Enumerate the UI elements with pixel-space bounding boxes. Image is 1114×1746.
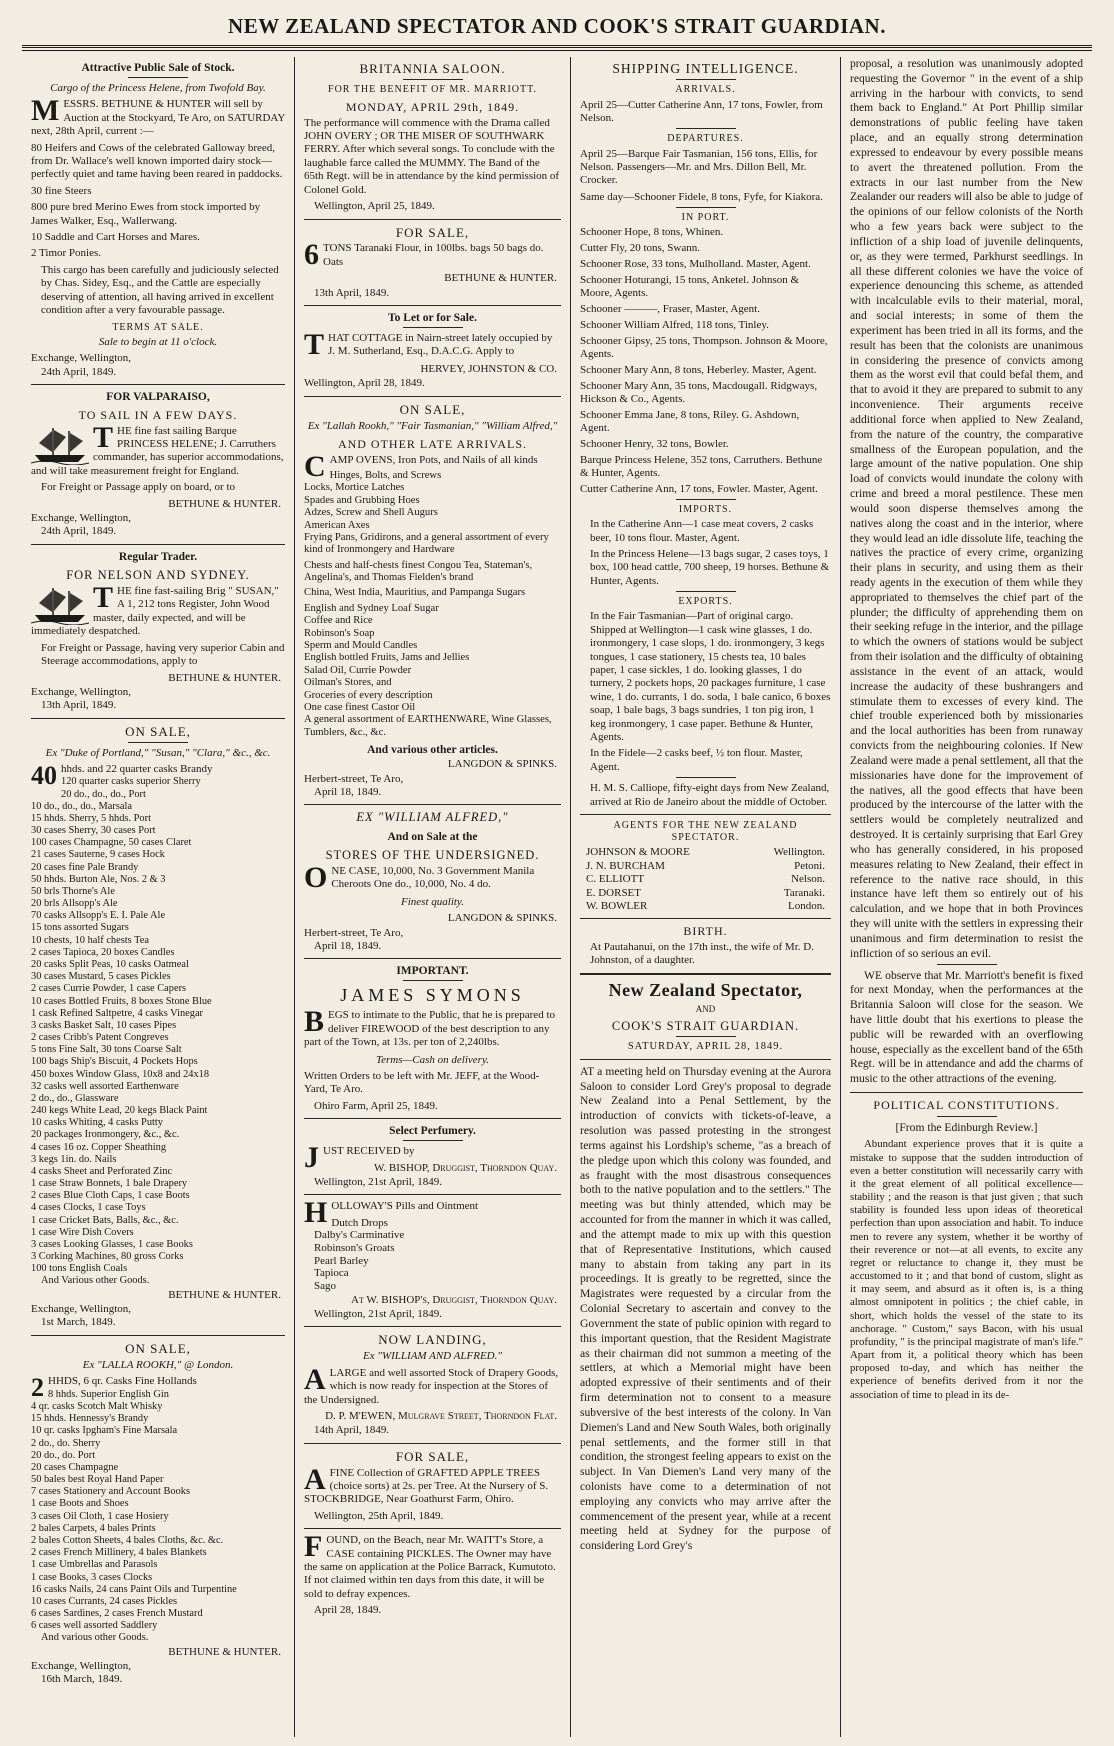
ad-signature: LANGDON & SPINKS. — [447, 758, 557, 771]
agent-row: W. BOWLER London. — [586, 900, 825, 912]
ad-place: Wellington, April 25, 1849. — [314, 200, 435, 213]
ad-on-sale-2-items — [31, 1389, 285, 1645]
list-item: American Axes — [304, 519, 370, 531]
list-item: 100 bags Ship's Biscuit, 4 Pockets Hops — [31, 1056, 198, 1068]
ad-regular-trader-heading: Regular Trader. — [118, 550, 198, 563]
arrivals-heading: ARRIVALS. — [675, 84, 736, 96]
list-item: 50 hhds. Burton Ale, Nos. 2 & 3 — [31, 873, 166, 885]
ad-place: Herbert-street, Te Aro, — [304, 926, 404, 939]
dropcap-t: T — [93, 420, 114, 454]
list-item: 15 hhds. Sherry, 5 hhds. Port — [31, 812, 151, 824]
ad-britannia-date: MONDAY, APRIL 29th, 1849. — [345, 100, 520, 115]
ad-holloway-items — [304, 1217, 561, 1293]
list-item: hhds. and 22 quarter casks Brandy — [61, 763, 213, 775]
list-item: 450 boxes Window Glass, 10x8 and 24x18 — [31, 1068, 210, 1080]
paper-title-and: AND — [695, 1003, 716, 1014]
list-item: 3 cases Oil Cloth, 1 case Hosiery — [31, 1510, 169, 1522]
marriott-notice: WE observe that Mr. Marriott's benefit is fixed for next Monday, when the performances at the Britannia Saloon will close for the season. We have little doubt that his exertions to please the public will be rewarded with an overflowing house, especially as the excellent band of the 65th Regt. will be in attendance and add the charms of music to the other attractions of the evening. — [850, 968, 1083, 1086]
ad-signature: D. P. M'EWEN, Mulgrave Street, Thorndon Flat. — [325, 1409, 557, 1422]
list-item: 2 Timor Ponies. — [31, 247, 101, 260]
list-item: 7 cases Stationery and Account Books — [31, 1486, 191, 1498]
paper-title: New Zealand Spectator, — [608, 979, 803, 1000]
editorial-text: AT a meeting held on Thursday evening at the Aurora Saloon to consider Lord Grey's proposal to degrade New Zealand into a Penal Settlement, by the introduction of convicts with tickets-of-leave, a resolution was passed protesting in the strongest terms against his Lordship's scheme, "as a breach of the pledge upon which this colony was founded, and as fraught with the most disastrous consequences both to the native population and to the settlers." The meeting was but thinly attended, which may be accounted for from the manner in which it was called, and the attempt made to mix up with this question that of Representative Institutions, which caused many to abstain from taking any part in its proceedings. It is greatly to be regretted, since the Magistrates were requested by a circular from the Colonial Secretary to ascertain and convey to the Government the state of public opinion with regard to this important question, that the Resident Magistrate as their chairman did not summon a meeting of the settlers, at which a Memorial might have been adopted expressive of their sentiments and of their firm determination not to consent to a measure subversive of the best interests of the colony. In Van Diemen's Land and New South Wales, both originally penal settlements, and the former still in that condition, the strongest feeling appears to exist on the subject. In Van Diemen's Land very many of the colonists have come to a determination of not employing any convicts who may arrive after the commencement of the present year, while at a recent meeting held at Sydney for the purpose of considering Lord Grey's — [580, 1064, 831, 1553]
list-item: OLLOWAY'S Pills and Ointment — [331, 1200, 479, 1213]
ad-date: April 28, 1849. — [314, 1604, 382, 1617]
list-item: 10 do., do., do., Marsala — [31, 800, 133, 812]
arrivals-entry: April 25—Cutter Catherine Ann, 17 tons, Fowler, from Nelson. — [580, 98, 823, 125]
ad-now-landing-heading: NOW LANDING, — [378, 1332, 487, 1348]
ad-stock-sale-body: ESSRS. BETHUNE & HUNTER will sell by Auction at the Stockyard, Te Aro, on SATURDAY next, 28th April, current :— — [31, 98, 285, 138]
ad-stock-sale-subheading: Cargo of the Princess Helene, from Twofold Bay. — [50, 82, 266, 95]
list-item: 15 tons assorted Sugars — [31, 922, 129, 934]
ad-signature: BETHUNE & HUNTER. — [168, 671, 281, 684]
list-item: Tapioca — [314, 1267, 349, 1280]
agents-list — [580, 846, 831, 913]
birth-notice: At Pautahanui, on the 17th inst., the wife of Mr. D. Johnston, of a daughter. — [590, 941, 814, 967]
list-item: 2 bales Carpets, 4 bales Prints — [31, 1522, 156, 1534]
ad-perfumery-body: UST RECEIVED by — [323, 1145, 415, 1158]
editorial-continued: proposal, a resolution was unanimously adopted requesting the Governor " in the event of a ship arriving in the harbour with convicts, to send them back to England." At Port Phillip similar demonstrations of public feeling have taken place, and an equally strong determination expressed to endeavour by every possible means to avert the threatened pollution. From the extracts in our last number from the New Zealander our readers will also be able to judge of the opinions of our fellow colonists of the North who a few years back were subject to the infliction of a ship load of juvenile delinquents, or, as they were termed, Parkhurst seedlings. In all these different colonies we have the voice of experience denouncing this scheme, as attended with incalculable evils to their material, moral, and social interests; in some of them the experiment has been tried in all its forms, and the result has been that the colonists are unanimous in considering the presence of convicts among them as the worst evil that could befal them, and that to avoid it they are prepared to submit to any inconvenience. Their arguments receive additional force when applied to New Zealand, from the nature of the country, the comparative smallness of the European population, and the large amount of the native population. One ship load of convicts would inundate the colony with crime and breed a moral pestilence. These men would soon disperse themselves among the natives along the coast and in the interior, where they would lead an idle dissolute life, teaching the natives the practice of every crime, organizing their plans in security, and using them as their ready agents in the execution of them while they appropriated to themselves the chief part of the plunder; the difficulty of apprehending them on their seeking refuge in the interior, and the pillage to which the owners of stations would be subject from their isolation and the difficulty of obtaining assistance in the event of an attack, would increase the audacity of these bushrangers and stimulate them to excesses of every kind. The chief trouble experienced both by missionaries and the local authorities has been from runaway convicts from the neighbouring colonies. If New Zealand were made a penal settlement, all that the missionaries have done for the improvement of the natives, all the good effects that have been produced by the intercourse of the latter with the settlers would be completely neutralized and destroyed. It is certainly surprising that Earl Grey who has generally considered, in his proposed measures relating to New Zealand, their effect in reference to the native race should, in this instance have left them so entirely out of his calculation, and we hope that in both Provinces they will unite with the settlers in expressing their unanimous and firm determination to resist the infliction of so serious an evil. — [850, 57, 1083, 960]
ad-regular-trader-subheading: FOR NELSON AND SYDNEY. — [66, 567, 250, 582]
list-item: Sago — [314, 1279, 336, 1292]
list-item: 20 do., do. Port — [31, 1449, 96, 1461]
ad-apple-trees-body: FINE Collection of GRAFTED APPLE TREES (choice sorts) at 2s. per Tree. At the Nursery of S. STOCKBRIDGE, Near Goathurst Farm, Ohiro. — [304, 1466, 549, 1506]
list-item: Spades and Grubbing Hoes — [304, 494, 420, 506]
ad-camp-ovens-items — [304, 470, 561, 739]
agents-heading: AGENTS FOR THE NEW ZEALAND SPECTATOR. — [613, 820, 798, 844]
list-item: 2 cases Cribb's Patent Congreves — [31, 1032, 169, 1044]
list-item: 3 Corking Machines, 80 gross Corks — [31, 1251, 184, 1263]
list-item: 5 tons Fine Salt, 30 tons Coarse Salt — [31, 1044, 182, 1056]
list-item: 50 brls Thorne's Ale — [31, 885, 115, 897]
ad-place: Exchange, Wellington, — [31, 685, 132, 698]
list-item: 4 casks Sheet and Perforated Zinc — [31, 1165, 173, 1177]
ad-valparaiso-freight: For Freight or Passage apply on board, or to — [41, 481, 235, 494]
list-item: 1 case Books, 3 cases Clocks — [31, 1571, 153, 1583]
list-item: 800 pure bred Merino Ewes from stock imported by James Walker, Esq., Wallerwang. — [31, 201, 261, 227]
list-item: Oilman's Stores, and — [304, 677, 392, 689]
ad-stock-sale-items — [31, 142, 285, 261]
article-text: Abundant experience proves that it is quite a mistake to suppose that the sudden introduction of even a better constitution will necessarily carry with it the great element of all political excellence—stability ; and the reason is that just given ; that such stability is founded less upon ideas of theoretical perfection than upon association and habit. To induce men to revere any system, whether it be worthy of their reverence or not—at all events, to excite any regret or reluctance to change it, they must be accustomed to it ; and that bond of custom, slight as it may seem, and absurd as it often is, is a thing almost omnipotent in politics ; the chief cable, in short, which holds the vessel of the state to its anchorage. " Custom," says Bacon, with his usual profundity, " is the principal magistrate of man's life." Apart from it, a political theory which has been proposed to-day, and which has neither the experience of benefits derived from it nor the association of time to plead in its de- — [850, 1138, 1083, 1401]
imports-heading: IMPORTS. — [678, 503, 733, 515]
list-item: 2 do., do. Sherry — [31, 1437, 101, 1449]
list-item: 15 hhds. Hennessy's Brandy — [31, 1413, 149, 1425]
list-item: 6 cases well assorted Saddlery — [31, 1620, 158, 1632]
in-port-heading: IN PORT. — [681, 212, 730, 224]
ad-stock-sale-terms: TERMS AT SALE. — [112, 321, 204, 333]
ad-place: Herbert-street, Te Aro, — [304, 772, 404, 785]
list-item: 2 do., do., Glassware — [31, 1092, 119, 1104]
masthead: NEW ZEALAND SPECTATOR AND COOK'S STRAIT GUARDIAN. — [228, 14, 886, 38]
list-item: 8 hhds. Superior English Gin — [48, 1388, 169, 1400]
list-item: Schooner Emma Jane, 8 tons, Riley. G. Ashdown, Agent. — [580, 409, 800, 435]
list-item: Barque Princess Helene, 352 tons, Carruthers. Bethune & Hunter, Agents. — [580, 454, 823, 479]
ad-william-alfred-quality: Finest quality. — [401, 895, 464, 908]
ad-date: April 18, 1849. — [314, 785, 382, 798]
ad-valparaiso-heading: FOR VALPARAISO, — [106, 390, 210, 403]
ad-date: Wellington, 21st April, 1849. — [314, 1308, 443, 1321]
ad-william-alfred-subheading-2: STORES OF THE UNDERSIGNED. — [325, 847, 540, 862]
list-item: 10 cases Currants, 24 cases Pickles — [31, 1595, 178, 1607]
dropcap-o: O — [304, 860, 328, 894]
dropcap-t: T — [93, 581, 114, 615]
list-item: Schooner Henry, 32 tons, Bowler. — [580, 438, 729, 451]
list-item: Schooner Hope, 8 tons, Whinen. — [580, 226, 724, 239]
list-item: 3 casks Basket Salt, 10 cases Pipes — [31, 1019, 177, 1031]
list-item: 1 case Wire Dish Covers — [31, 1226, 134, 1238]
dropcap-a: A — [304, 1462, 326, 1496]
dropcap-b: B — [304, 1005, 325, 1039]
list-item: Cutter Catherine Ann, 17 tons, Fowler. Master, Agent. — [580, 482, 818, 495]
ad-to-let-heading: To Let or for Sale. — [388, 312, 477, 324]
list-item: Locks, Mortice Latches — [304, 482, 405, 494]
dropcap-m: M — [31, 94, 60, 128]
list-item: Schooner Rose, 33 tons, Mulholland. Master, Agent. — [580, 258, 811, 271]
ad-date: 24th April, 1849. — [41, 525, 117, 538]
ad-place: Exchange, Wellington, — [31, 1659, 132, 1672]
exports-heading: EXPORTS. — [678, 596, 733, 608]
agent-row: C. ELLIOTT Nelson. — [586, 873, 825, 886]
ad-date: 24th April, 1849. — [41, 365, 117, 378]
list-item: 3 kegs 1in. do. Nails — [31, 1153, 117, 1165]
ad-valparaiso-body: HE fine fast sailing Barque PRINCESS HELENE; J. Carruthers commander, has superior accommodations, and will take measurement freight for England. — [31, 424, 284, 477]
list-item: 30 cases Mustard, 5 cases Pickles — [31, 971, 171, 983]
list-item: 100 cases Champagne, 50 cases Claret — [31, 837, 192, 849]
ad-place: Exchange, Wellington, — [31, 512, 132, 524]
list-item: 21 cases Sauterne, 9 cases Hock — [31, 849, 165, 861]
ad-signature: HERVEY, JOHNSTON & CO. — [420, 362, 557, 375]
list-item: 2 cases French Millinery, 4 bales Blankets — [31, 1547, 207, 1559]
list-item: 20 cases fine Pale Brandy — [31, 861, 139, 873]
list-item: 20 brls Allsopp's Ale — [31, 898, 118, 910]
ad-important-body: EGS to intimate to the Public, that he is prepared to deliver FIREWOOD of the best description to any part of the Town, at 13s. per ton of 2,240lbs. — [304, 1009, 555, 1049]
list-item: Robinson's Groats — [314, 1242, 395, 1255]
list-item: 20 cases Champagne — [31, 1461, 119, 1473]
ad-date: 16th March, 1849. — [41, 1673, 123, 1686]
list-item: English and Sydney Loaf Sugar — [304, 602, 439, 614]
agent-row: JOHNSON & MOORE Wellington. — [586, 846, 825, 859]
list-item: And various other Goods. — [41, 1632, 149, 1644]
list-item: A general assortment of EARTHENWARE, Wine Glasses, Tumblers, &c., &c. — [304, 714, 552, 738]
list-item: 10 cases Bottled Fruits, 8 boxes Stone Blue — [31, 995, 212, 1007]
agent-row: J. N. BURCHAM Petoni. — [586, 859, 825, 872]
list-item: Schooner Mary Ann, 8 tons, Heberley. Master, Agent. — [580, 364, 817, 377]
list-item: Salad Oil, Currie Powder — [304, 664, 412, 676]
list-item: 10 chests, 10 half chests Tea — [31, 934, 149, 946]
list-item: 100 tons English Coals — [31, 1263, 128, 1275]
list-item: April 25—Barque Fair Tasmanian, 156 tons, Ellis, for Nelson. Passengers—Mr. and Mrs. Dillon Bell, Mr. Crocker. — [580, 147, 818, 187]
ad-date: 13th April, 1849. — [314, 286, 390, 299]
ad-date: Wellington, 25th April, 1849. — [314, 1509, 444, 1522]
list-item: And Various other Goods. — [41, 1275, 150, 1287]
list-item: 4 cases Clocks, 1 case Toys — [31, 1202, 146, 1214]
ad-stock-sale-time: Sale to begin at 11 o'clock. — [98, 335, 218, 348]
dropcap-number: 40 — [31, 761, 57, 790]
list-item: Schooner Mary Ann, 35 tons, Macdougall. Ridgways, Hickson & Co., Agents. — [580, 380, 818, 406]
list-item: Groceries of every description — [304, 689, 433, 701]
list-item: 2 cases Currie Powder, 1 case Capers — [31, 983, 187, 995]
dropcap-c: C — [304, 449, 326, 483]
list-item: 2 cases Tapioca, 20 boxes Candles — [31, 946, 175, 958]
list-item: 1 case Cricket Bats, Balls, &c., &c. — [31, 1214, 179, 1226]
list-item: Chests and half-chests finest Congou Tea, Stateman's, Angelina's, and Thomas Fielden's brand — [304, 559, 533, 584]
list-item: 20 casks Split Peas, 10 casks Oatmeal — [31, 958, 189, 970]
ad-important-terms: Terms—Cash on delivery. — [376, 1053, 489, 1066]
ad-date: Wellington, April 28, 1849. — [304, 377, 425, 390]
list-item: 1 case Straw Bonnets, 1 bale Drapery — [31, 1178, 188, 1190]
ad-william-alfred-subheading: And on Sale at the — [387, 830, 478, 843]
list-item: In the Princess Helene—13 bags sugar, 2 cases toys, 1 box, 100 head cattle, 700 sheep, 19 horses. Bethune & Hunter, Agents. — [590, 547, 830, 587]
dropcap-f: F — [304, 1530, 323, 1564]
list-item: In the Catherine Ann—1 case meat covers, 2 casks beer, 10 tons flour. Master, Agent. — [590, 518, 814, 544]
dropcap-j: J — [304, 1141, 319, 1175]
list-item: English bottled Fruits, Jams and Jellies — [304, 652, 470, 664]
list-item: Coffee and Rice — [304, 615, 373, 627]
list-item: 2 bales Cotton Sheets, 4 bales Cloths, &c. &c. — [31, 1535, 224, 1546]
ad-place: Exchange, Wellington, — [31, 1303, 132, 1316]
list-item: In the Fidele—2 casks beef, ½ ton flour. Master, Agent. — [590, 747, 803, 773]
ad-britannia-heading: BRITANNIA SALOON. — [359, 61, 506, 76]
list-item: 2 cases Blue Cloth Caps, 1 case Boots — [31, 1190, 190, 1202]
ad-on-sale-items — [31, 776, 285, 1287]
list-item: Cutter Fly, 20 tons, Swann. — [580, 242, 700, 255]
column-3 — [570, 57, 840, 1737]
list-item: 3 cases Looking Glasses, 1 case Books — [31, 1238, 193, 1250]
list-item: 240 kegs White Lead, 20 kegs Black Paint — [31, 1105, 208, 1117]
ad-stock-sale-heading: Attractive Public Sale of Stock. — [81, 62, 235, 74]
list-item: 20 packages Ironmongery, &c., &c. — [31, 1129, 180, 1141]
list-item: 4 cases 16 oz. Copper Sheathing — [31, 1141, 167, 1153]
article-source: [From the Edinburgh Review.] — [895, 1120, 1038, 1134]
list-item: 30 cases Sherry, 30 cases Port — [31, 825, 156, 837]
ad-signature: LANGDON & SPINKS. — [447, 912, 557, 925]
list-item: 1 cask Refined Saltpetre, 4 casks Vinegar — [31, 1007, 204, 1019]
list-item: 1 case Boots and Shoes — [31, 1498, 129, 1510]
list-item: 4 qr. casks Scotch Malt Whisky — [31, 1401, 163, 1413]
list-item: Sperm and Mould Candles — [304, 640, 418, 652]
list-item: 70 casks Allsopp's E. I. Pale Ale — [31, 910, 166, 922]
list-item: 50 bales best Royal Hand Paper — [31, 1474, 164, 1486]
dropcap-t: T — [304, 328, 325, 362]
list-item: 32 casks well assorted Earthenware — [31, 1080, 179, 1092]
dropcap-number: 6 — [304, 238, 319, 272]
list-item: Dutch Drops — [331, 1216, 388, 1229]
shipping-heading: SHIPPING INTELLIGENCE. — [612, 61, 799, 76]
sailing-ship-icon — [31, 425, 89, 465]
ad-important-orders: Written Orders to be left with Mr. JEFF, at the Wood-Yard, Te Aro. — [304, 1069, 540, 1096]
ad-camp-ovens-subheading-2: AND OTHER LATE ARRIVALS. — [337, 436, 528, 451]
ad-stock-sale-note: This cargo has been carefully and judiciously selected by Chas. Sidey, Esq., and the Cattle are especially deserving of attention, all having arrived in excellent condition after a very favourable passage. — [41, 263, 279, 317]
ad-signature: At W. BISHOP's, Druggist, Thorndon Quay. — [351, 1293, 557, 1306]
list-item: 6 cases Sardines, 2 cases French Mustard — [31, 1608, 203, 1620]
list-item: Same day—Schooner Fidele, 8 tons, Fyfe, for Kiakora. — [580, 190, 823, 203]
ad-regular-trader-body: HE fine fast-sailing Brig " SUSAN," A 1, 212 tons Register, John Wood master, daily expected, and will be immediately despatched. — [31, 585, 279, 638]
ad-on-sale-2-heading: ON SALE, — [125, 1340, 191, 1356]
agent-row: E. DORSET Taranaki. — [586, 886, 825, 899]
list-item: 10 qr. casks Ipgham's Fine Marsala — [31, 1425, 178, 1437]
list-item: China, West India, Mauritius, and Pampanga Sugars — [304, 587, 526, 599]
ad-signature: W. BISHOP, Druggist, Thorndon Quay. — [374, 1161, 557, 1174]
list-item: Schooner Gipsy, 25 tons, Thompson. Johnson & Moore, Agents. — [580, 335, 828, 361]
dropcap-number: 2 — [31, 1373, 44, 1403]
ad-william-alfred-heading: EX "WILLIAM ALFRED," — [356, 810, 509, 825]
list-item: Schooner ———, Fraser, Master, Agent. — [580, 303, 760, 316]
ad-signature: BETHUNE & HUNTER. — [444, 272, 557, 285]
departures-heading: DEPARTURES. — [667, 133, 744, 145]
ad-flour-heading: FOR SALE, — [395, 224, 470, 240]
ad-found-body: OUND, on the Beach, near Mr. WAITT's Store, a CASE containing PICKLES. The Owner may have the same on application at the Police Barrack, Kumutoto. If not claimed within ten days from this date, it will be sold to defray expences. — [304, 1534, 556, 1600]
ad-flour-body: TONS Taranaki Flour, in 100lbs. bags 50 bags do. Oats — [323, 242, 544, 268]
list-item: 1 case Umbrellas and Parasols — [31, 1559, 158, 1571]
ad-on-sale-2-subheading: Ex "LALLA ROOKH," @ London. — [82, 1358, 234, 1371]
ad-now-landing-subheading: Ex "WILLIAM AND ALFRED." — [363, 1350, 502, 1363]
list-item: Hinges, Bolts, and Screws — [329, 469, 442, 481]
birth-heading: BIRTH. — [683, 924, 728, 939]
masthead-rule — [22, 45, 1092, 51]
list-item: 20 do., do., do., Port — [61, 788, 146, 800]
ad-signature: BETHUNE & HUNTER. — [168, 1645, 281, 1658]
ad-william-alfred-body: NE CASE, 10,000, No. 3 Government Manila Cheroots One do., 10,000, No. 4 do. — [331, 864, 535, 891]
ad-place: Exchange, Wellington, — [31, 352, 132, 365]
list-item: 16 casks Nails, 24 cans Paint Oils and Turpentine — [31, 1583, 237, 1595]
paper-title-2: COOK'S STRAIT GUARDIAN. — [611, 1018, 800, 1033]
calliope-notice: H. M. S. Calliope, fifty-eight days from New Zealand, arrived at Rio de Janeiro about the middle of October. — [590, 782, 830, 808]
ad-britannia-subheading: FOR THE BENEFIT OF MR. MARRIOTT. — [328, 83, 537, 95]
list-item: 10 casks Whiting, 4 casks Putty — [31, 1117, 163, 1129]
list-item: Schooner Hoturangi, 15 tons, Anketel. Johnson & Moore, Agents. — [580, 274, 800, 300]
ad-camp-ovens-heading: ON SALE, — [399, 401, 466, 417]
ad-place: Ohiro Farm, April 25, 1849. — [314, 1099, 438, 1112]
ad-britannia-body: The performance will commence with the Drama called JOHN OVERY ; OR THE MISER OF SOUTHWARK FERRY. After which several songs. To conclude with the laughable farce called the MUMMY. The Band of the 65th Regt. will be in attendance by the kind permission of Colonel Gold. — [304, 116, 560, 196]
list-item: 120 quarter casks superior Sherry — [61, 776, 201, 788]
ad-perfumery-heading: Select Perfumery. — [389, 1125, 476, 1138]
list-item: Frying Pans, Gridirons, and a general assortment of every kind of Ironmongery and Hardware — [304, 531, 549, 556]
ad-signature: BETHUNE & HUNTER. — [168, 1288, 281, 1301]
ad-on-sale-subheading: Ex "Duke of Portland," "Susan," "Clara," &c., &c. — [45, 746, 271, 759]
ad-apple-trees-heading: FOR SALE, — [395, 1448, 470, 1464]
list-item: 10 Saddle and Cart Horses and Mares. — [31, 231, 200, 244]
list-item: HHDS, 6 qr. Casks Fine Hollands — [48, 1375, 197, 1388]
ad-to-let-body: HAT COTTAGE in Nairn-street lately occupied by J. M. Sutherland, Esq., D.A.C.G. Apply to — [328, 332, 553, 358]
ad-important-name: JAMES SYMONS — [340, 985, 525, 1006]
ad-on-sale-heading: ON SALE, — [125, 723, 191, 739]
ad-important-heading: IMPORTANT. — [396, 965, 469, 978]
dropcap-h: H — [304, 1196, 328, 1230]
sailing-ship-icon — [31, 585, 89, 625]
list-item: 80 Heifers and Cows of the celebrated Galloway breed, from Dr. Wallace's well known imported dairy stock—perfectly quiet and tame having been reared in paddocks. — [31, 141, 283, 181]
article-heading: POLITICAL CONSTITUTIONS. — [873, 1098, 1060, 1113]
ad-date: April 18, 1849. — [314, 939, 382, 952]
list-item: 30 fine Steers — [31, 184, 92, 197]
ad-camp-ovens-more: And various other articles. — [367, 744, 498, 757]
ad-valparaiso-subheading: TO SAIL IN A FEW DAYS. — [78, 407, 238, 422]
ad-date: Wellington, 21st April, 1849. — [314, 1175, 443, 1188]
list-item: In the Fair Tasmanian—Part of original cargo. Shipped at Wellington—1 cask wine glasses, 1 do. ironmongery, 1 case slops, 1 do. ironmongery, 3 kegs tongues, 1 case stationery, 15 chests tea, 10 bales paper, 1 case sickles, 1 do. looking glasses, 1 do turnery, 2 pockets hops, 20 packages furniture, 1 case wine, 1 do. currants, 1 do. soda, 1 bale canico, 6 boxes soap, 1 bale bags, 3 bags sundries, 1 ton pig iron, 1 keg ironmongery, 1 case paper. Bethune & Hunter, Agents. — [590, 610, 831, 743]
ad-now-landing-body: LARGE and well assorted Stock of Drapery Goods, which is now ready for inspection at the Stores of the Undersigned. — [304, 1366, 559, 1406]
list-item: Adzes, Screw and Shell Augurs — [304, 507, 438, 519]
column-4 — [840, 57, 1092, 1737]
list-item: Schooner William Alfred, 118 tons, Tinley. — [580, 319, 769, 332]
ad-date: 13th April, 1849. — [41, 699, 117, 712]
column-1 — [22, 57, 294, 1737]
list-item: One case finest Castor Oil — [304, 701, 416, 713]
ad-date: 1st March, 1849. — [41, 1316, 116, 1329]
ad-signature: BETHUNE & HUNTER. — [168, 497, 281, 510]
ad-camp-ovens-subheading: Ex "Lallah Rookh," "Fair Tasmanian," "William Alfred," — [307, 419, 558, 432]
column-2 — [294, 57, 570, 1737]
list-item: AMP OVENS, Iron Pots, and Nails of all kinds — [329, 453, 538, 466]
ad-regular-trader-freight: For Freight or Passage, having very superior Cabin and Steerage accommodations, apply to — [41, 641, 285, 668]
paper-date: SATURDAY, APRIL 28, 1849. — [627, 1041, 784, 1053]
list-item: Pearl Barley — [314, 1254, 369, 1267]
ad-date: 14th April, 1849. — [314, 1424, 390, 1437]
dropcap-a: A — [304, 1362, 326, 1396]
list-item: Robinson's Soap — [304, 627, 375, 639]
list-item: Dalby's Carminative — [314, 1229, 405, 1242]
